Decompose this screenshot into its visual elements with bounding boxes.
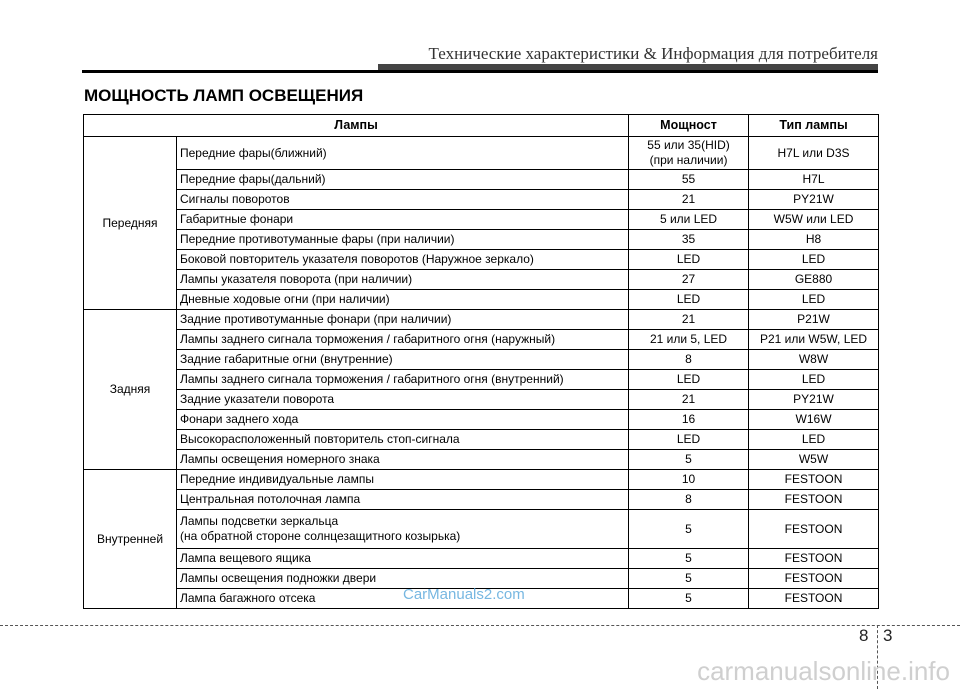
table-row [84,470,879,490]
table-row [84,390,879,410]
lamp-name: Лампы указателя поворота (при наличии) [177,270,629,290]
table-row [84,490,879,510]
table-header-row [84,115,879,137]
lamp-power: 8 [629,350,749,370]
column-header-lamps: Лампы [84,115,629,137]
lamp-power: 55 [629,170,749,190]
lamp-name: Центральная потолочная лампа [177,490,629,510]
lamp-type: FESTOON [749,490,879,510]
lamp-name: Боковой повторитель указателя поворотов (Наружное зеркало) [177,250,629,270]
lamp-type: LED [749,290,879,310]
lamp-type: W8W [749,350,879,370]
lamp-name-line1: Лампы подсветки зеркальца [180,514,339,528]
watermark-link[interactable]: CarManuals2.com [403,586,525,603]
lamp-name: Дневные ходовые огни (при наличии) [177,290,629,310]
table-row [84,290,879,310]
table-row [84,430,879,450]
lamp-power: 21 или 5, LED [629,330,749,350]
bulb-wattage-table [83,114,879,609]
lamp-power: 27 [629,270,749,290]
lamp-type: FESTOON [749,470,879,490]
lamp-type: P21 или W5W, LED [749,330,879,350]
lamp-name: Передние фары(дальний) [177,170,629,190]
lamp-name: Лампы освещения подножки двери [177,569,629,589]
table-row [84,137,879,170]
lamp-name: Передние фары(ближний) [177,137,629,170]
lamp-power: LED [629,370,749,390]
lamp-power: 10 [629,470,749,490]
table-row [84,450,879,470]
table-row [84,270,879,290]
lamp-type: W16W [749,410,879,430]
table-row [84,410,879,430]
table-row [84,330,879,350]
lamp-power: 5 или LED [629,210,749,230]
lamp-name: Высокорасположенный повторитель стоп-сигнала [177,430,629,450]
lamp-name: Сигналы поворотов [177,190,629,210]
lamp-name: Задние указатели поворота [177,390,629,410]
table-row [84,250,879,270]
table-row [84,310,879,330]
lamp-power-line2: (при наличии) [649,153,728,167]
lamp-type: W5W или LED [749,210,879,230]
section-title: МОЩНОСТЬ ЛАМП ОСВЕЩЕНИЯ [84,86,364,105]
lamp-power: 35 [629,230,749,250]
table-row [84,170,879,190]
lamp-type: FESTOON [749,510,879,549]
table-row [84,350,879,370]
header-rule [82,70,878,73]
lamp-name [177,510,629,549]
lamp-power: 5 [629,549,749,569]
table-row [84,230,879,250]
lamp-name: Передние индивидуальные лампы [177,470,629,490]
lamp-power: 21 [629,390,749,410]
table-row [84,549,879,569]
lamp-type: W5W [749,450,879,470]
table-row [84,370,879,390]
lamp-power: 5 [629,569,749,589]
group-label-interior: Внутренней [84,470,177,609]
lamp-name: Лампа вещевого ящика [177,549,629,569]
lamp-type: PY21W [749,190,879,210]
lamp-power: 5 [629,589,749,609]
group-label-rear: Задняя [84,310,177,470]
lamp-power: 21 [629,190,749,210]
lamp-type: FESTOON [749,589,879,609]
lamp-type: LED [749,370,879,390]
lamp-name-line2: (на обратной стороне солнцезащитного козырька) [180,529,461,543]
lamp-name: Лампы освещения номерного знака [177,450,629,470]
page-divider-horizontal [0,625,960,626]
lamp-power: 16 [629,410,749,430]
group-label-front: Передняя [84,137,177,310]
lamp-power: 8 [629,490,749,510]
lamp-power: 5 [629,450,749,470]
lamp-power: 5 [629,510,749,549]
lamp-power: LED [629,430,749,450]
lamp-power-line1: 55 или 35(HID) [647,138,730,152]
lamp-name: Задние габаритные огни (внутренние) [177,350,629,370]
table-row [84,510,879,549]
lamp-power: LED [629,250,749,270]
page-number-page: 3 [883,626,893,645]
lamp-type: H7L [749,170,879,190]
lamp-type: GE880 [749,270,879,290]
column-header-power: Мощност [629,115,749,137]
footer-site-watermark: carmanualsonline.info [697,656,950,686]
header-title: Технические характеристики & Информация для потребителя [428,44,878,63]
table-row [84,210,879,230]
lamp-name: Передние противотуманные фары (при наличии) [177,230,629,250]
lamp-type: FESTOON [749,549,879,569]
lamp-type: LED [749,430,879,450]
lamp-name: Задние противотуманные фонари (при наличии) [177,310,629,330]
lamp-type: H7L или D3S [749,137,879,170]
lamp-name: Лампы заднего сигнала торможения / габаритного огня (внутренний) [177,370,629,390]
lamp-power [629,137,749,170]
lamp-type: FESTOON [749,569,879,589]
lamp-name: Фонари заднего хода [177,410,629,430]
page-number-chapter: 8 [859,626,869,645]
lamp-type: LED [749,250,879,270]
lamp-power: 21 [629,310,749,330]
lamp-power: LED [629,290,749,310]
table-row [84,190,879,210]
lamp-type: PY21W [749,390,879,410]
lamp-type: H8 [749,230,879,250]
column-header-type: Тип лампы [749,115,879,137]
lamp-name: Лампы заднего сигнала торможения / габаритного огня (наружный) [177,330,629,350]
lamp-type: P21W [749,310,879,330]
lamp-name: Габаритные фонари [177,210,629,230]
lamp-name: Лампа багажного отсека [177,589,629,609]
